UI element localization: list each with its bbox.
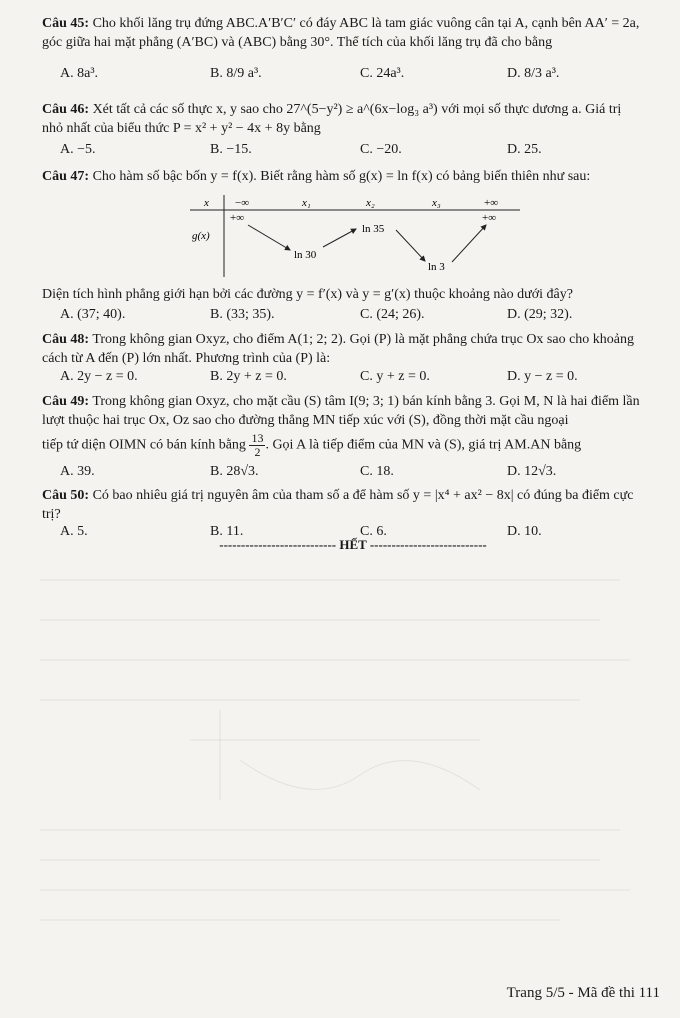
option-d: D. y − z = 0.	[507, 369, 578, 384]
option-c: C. −20.	[360, 142, 402, 157]
arrow-up-2	[452, 225, 486, 262]
question-49-line-3	[42, 432, 642, 459]
option-c: C. 18.	[360, 464, 394, 479]
arrow-up-1	[323, 229, 356, 247]
option-d: D. (29; 32).	[507, 307, 573, 322]
x-value-4: x₃	[432, 197, 441, 209]
question-text: Diện tích hình phẳng giới hạn bởi các đường y = f′(x) và y = g′(x) thuộc khoảng nào dưới đây?	[42, 287, 573, 302]
option-a: A. 39.	[60, 464, 95, 479]
question-45	[42, 14, 642, 52]
question-48-options	[60, 369, 650, 391]
option-d: D. 10.	[507, 524, 542, 539]
option-c: C. y + z = 0.	[360, 369, 430, 384]
g-value-3: ln 35	[362, 223, 385, 235]
x-value-1: −∞	[235, 197, 250, 209]
page-footer: Trang 5/5 - Mã đề thi 111	[506, 985, 660, 1001]
x-value-5: +∞	[484, 197, 499, 209]
question-text: Trong không gian Oxyz, cho điểm A(1; 2; 2). Gọi (P) là mặt phẳng chứa trục Ox sao cho khoảng cách từ A đến (P) lớn nhất. Phương trình của (P) là:	[42, 332, 635, 366]
option-b: B. 8/9 a³.	[210, 66, 262, 81]
g-value-1: +∞	[230, 212, 245, 224]
fraction	[249, 432, 265, 459]
question-label: Câu 49:	[42, 394, 90, 409]
fraction-denominator: 2	[254, 445, 261, 459]
option-b: B. 28√3.	[210, 464, 259, 479]
option-c: C. 24a³.	[360, 66, 405, 81]
g-value-4: ln 3	[428, 261, 445, 273]
bleed-through-graphic	[40, 560, 640, 970]
x-label: x	[204, 197, 209, 209]
question-46	[42, 100, 642, 138]
question-48	[42, 330, 642, 368]
end-mark: --------------------------- HẾT ---------------------------	[219, 537, 487, 552]
g-value-2: ln 30	[294, 249, 317, 261]
option-a: A. −5.	[60, 142, 96, 157]
question-text: Cho hàm số bậc bốn y = f(x). Biết rằng hàm số g(x) = ln f(x) có bảng biến thiên như sau:	[92, 169, 591, 184]
option-d: D. 8/3 a³.	[507, 66, 560, 81]
question-label: Câu 45:	[42, 16, 90, 31]
question-49-options	[60, 464, 650, 486]
bleed-through-area	[40, 560, 640, 970]
question-47	[42, 167, 642, 186]
option-d: D. 25.	[507, 142, 542, 157]
question-label: Câu 47:	[42, 169, 90, 184]
g-value-5: +∞	[482, 212, 497, 224]
option-c: C. 6.	[360, 524, 387, 539]
question-text: Có bao nhiêu giá trị nguyên âm của tham số a để hàm số y = |x⁴ + ax² − 8x| có đúng ba điểm cực trị?	[42, 488, 634, 522]
arrow-down-1	[248, 225, 290, 250]
question-label: Câu 50:	[42, 488, 90, 503]
question-46-options	[60, 142, 650, 164]
option-b: B. −15.	[210, 142, 252, 157]
option-a: A. 8a³.	[60, 66, 99, 81]
x-value-2: x₁	[302, 197, 311, 209]
question-text: tiếp tứ diện OIMN có bán kính bằng	[42, 437, 246, 453]
question-49	[42, 392, 642, 430]
question-text: Trong không gian Oxyz, cho mặt cầu (S) tâm I(9; 3; 1) bán kính bằng 3. Gọi M, N là hai điểm lần lượt thuộc hai trục Ox, Oz sao cho đường thẳng MN tiếp xúc với (S), đồng thời mặt cầu ngoại	[42, 394, 640, 428]
question-text: Cho khối lăng trụ đứng ABC.A′B′C′ có đáy ABC là tam giác vuông cân tại A, cạnh bên AA′ = 2a, góc giữa hai mặt phẳng (A′BC) và (ABC) bằng 30°. Thể tích của khối lăng trụ đã cho bằng	[42, 16, 640, 50]
x-value-3: x₂	[366, 197, 375, 209]
question-45-options	[60, 66, 650, 88]
option-a: A. 2y − z = 0.	[60, 369, 138, 384]
option-b: B. 11.	[210, 524, 244, 539]
question-47-prompt	[42, 285, 642, 304]
question-47-options	[60, 307, 650, 329]
option-d: D. 12√3.	[507, 464, 557, 479]
fraction-numerator: 13	[251, 431, 264, 445]
option-b: B. (33; 35).	[210, 307, 275, 322]
variation-table	[190, 195, 520, 277]
question-text: . Gọi A là tiếp điểm của MN và (S), giá trị AM.AN bằng	[265, 437, 582, 453]
option-a: A. 5.	[60, 524, 88, 539]
question-text: Xét tất cả các số thực x, y sao cho 27^(5−y²) ≥ a^(6x−log₃ a³) với mọi số thực dương a. Giá trị nhỏ nhất của biểu thức P = x² + y² − 4x + 8y bằng	[42, 102, 622, 136]
option-c: C. (24; 26).	[360, 307, 425, 322]
option-b: B. 2y + z = 0.	[210, 369, 287, 384]
question-50	[42, 486, 642, 524]
question-label: Câu 48:	[42, 332, 90, 347]
option-a: A. (37; 40).	[60, 307, 126, 322]
g-label: g(x)	[192, 230, 210, 242]
arrow-down-2	[396, 230, 425, 261]
question-label: Câu 46:	[42, 102, 90, 117]
